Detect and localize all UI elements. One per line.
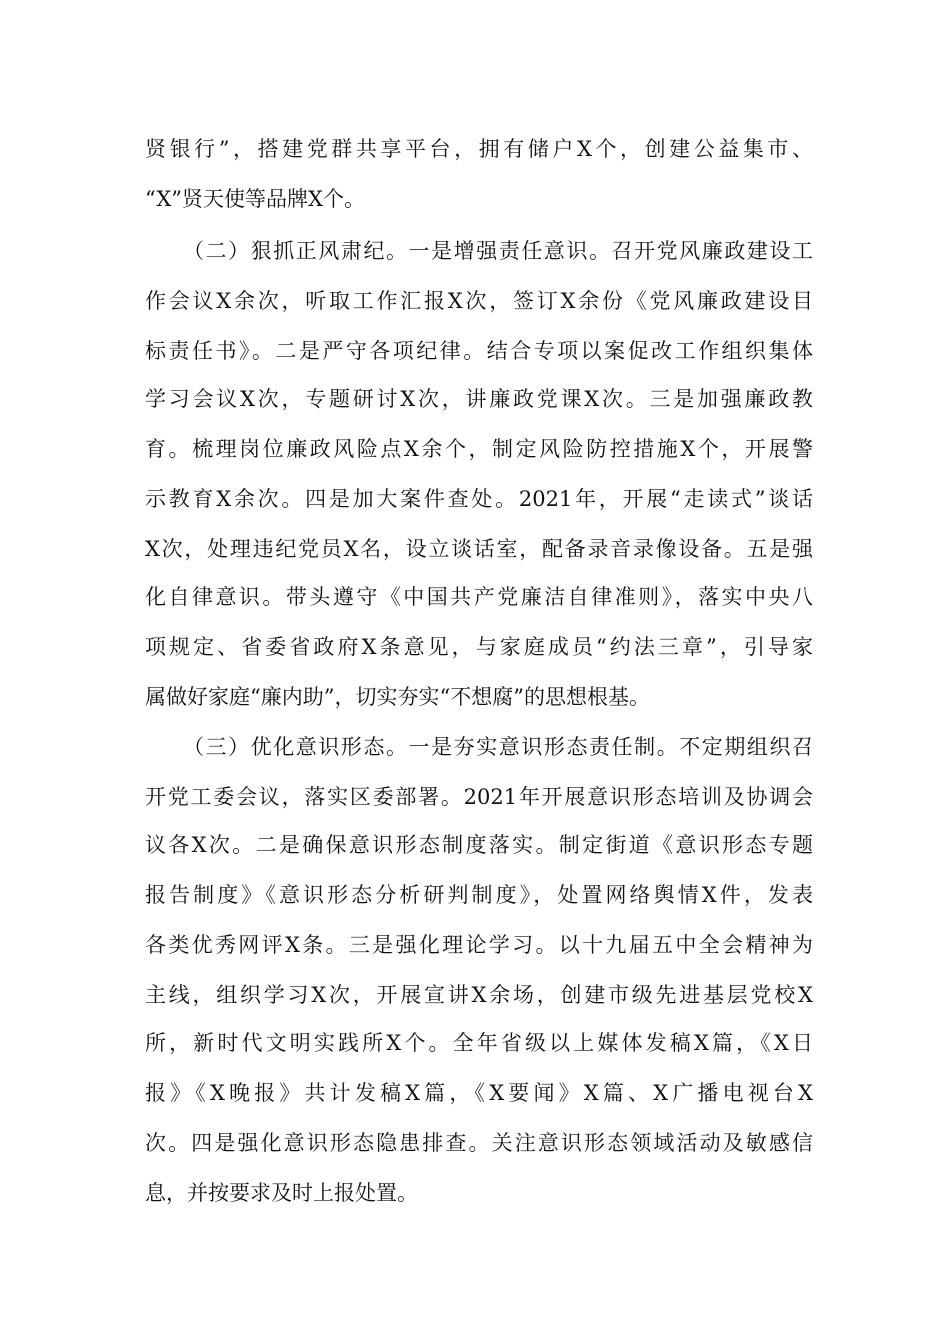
text-line: “X”贤天使等品牌X个。	[145, 187, 365, 211]
paragraph-heading-line: （三）优化意识形态。一是夯实意识形态责任制。不定期组织召	[183, 735, 813, 759]
text-line: 开党工委会议，落实区委部署。2021年开展意识形态培训及协调会	[145, 785, 813, 809]
text-line: 属做好家庭“廉内助”，切实夯实“不想腐”的思想根基。	[145, 685, 650, 709]
text-line: 议各X次。二是确保意识形态制度落实。制定街道《意识形态专题	[145, 833, 813, 857]
text-line: 息，并按要求及时上报处置。	[145, 1181, 418, 1205]
text-line: 育。梳理岗位廉政风险点X余个，制定风险防控措施X个，开展警	[145, 437, 813, 461]
text-line: 作会议X余次，听取工作汇报X次，签订X余份《党风廉政建设目	[145, 289, 813, 313]
text-line: 报告制度》《意识形态分析研判制度》，处置网络舆情X件，发表	[145, 883, 813, 907]
text-line: 主线，组织学习X次，开展宣讲X余场，创建市级先进基层党校X	[145, 983, 813, 1007]
text-line: 所，新时代文明实践所X个。全年省级以上媒体发稿X篇，《X日	[145, 1031, 813, 1055]
text-line: 贤银行”，搭建党群共享平台，拥有储户X个，创建公益集市、	[145, 137, 813, 161]
text-line: 项规定、省委省政府X条意见，与家庭成员“约法三章”，引导家	[145, 635, 813, 659]
text-line: 标责任书》。二是严守各项纪律。结合专项以案促改工作组织集体	[145, 339, 813, 363]
text-line: 示教育X余次。四是加大案件查处。2021年，开展“走读式”谈话	[145, 487, 813, 511]
text-line: X次，处理违纪党员X名，设立谈话室，配备录音录像设备。五是强	[145, 537, 813, 561]
text-line: 报》《X晚报》共计发稿X篇，《X要闻》X篇、X广播电视台X	[145, 1081, 813, 1105]
text-line: 化自律意识。带头遵守《中国共产党廉洁自律准则》，落实中央八	[145, 585, 813, 609]
text-line: 次。四是强化意识形态隐患排查。关注意识形态领域活动及敏感信	[145, 1131, 813, 1155]
text-line: 各类优秀网评X条。三是强化理论学习。以十九届五中全会精神为	[145, 933, 813, 957]
paragraph-heading-line: （二）狠抓正风肃纪。一是增强责任意识。召开党风廉政建设工	[183, 239, 813, 263]
text-line: 学习会议X次，专题研讨X次，讲廉政党课X次。三是加强廉政教	[145, 387, 813, 411]
